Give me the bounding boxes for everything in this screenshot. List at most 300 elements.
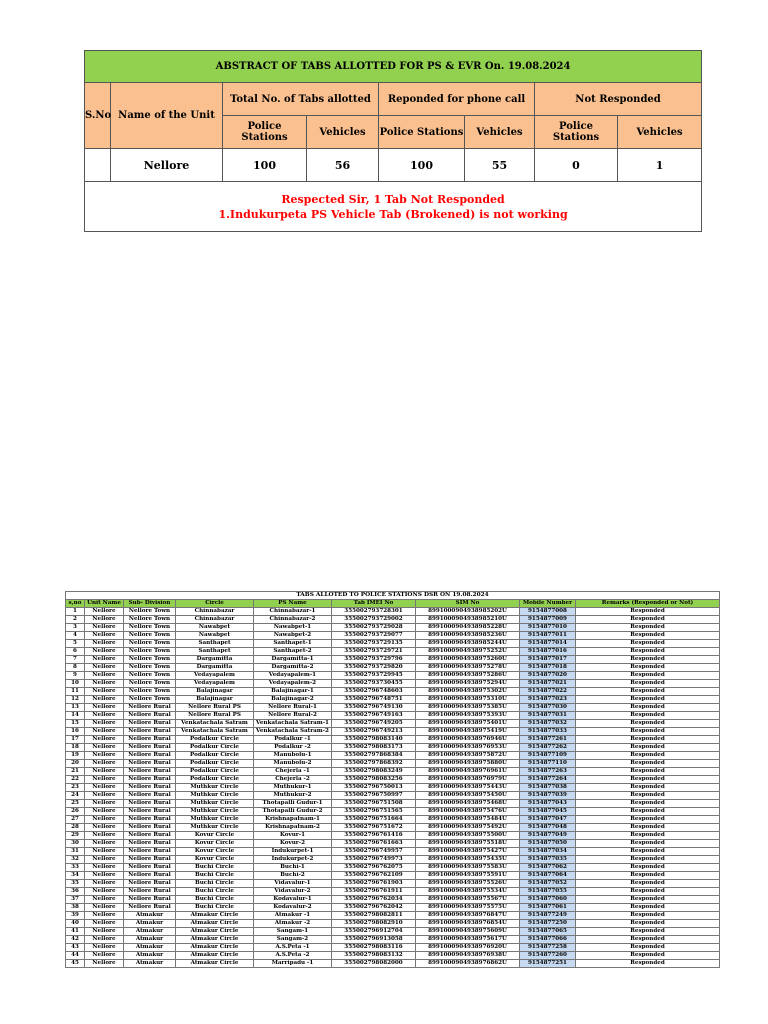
cell-sno: 14: [66, 712, 85, 720]
cell-unit-name: Nellore: [85, 960, 124, 968]
cell-sub-division: Nellore Town: [124, 664, 176, 672]
table-row: [66, 808, 720, 816]
cell-circle: Dargamitta: [176, 656, 254, 664]
cell-sub-division: Atmakur: [124, 928, 176, 936]
cell-remarks: Responded: [576, 624, 720, 632]
cell-tab-imei: 355002798082811: [332, 912, 416, 920]
cell-ps-name: Buchi-1: [254, 864, 332, 872]
cell-sno: 2: [66, 616, 85, 624]
cell-circle: Venkatachala Satram: [176, 728, 254, 736]
cell-sub-division: Nellore Rural: [124, 832, 176, 840]
cell-sno: 13: [66, 704, 85, 712]
cell-tab-imei: 355002793729135: [332, 640, 416, 648]
cell-mobile-number: 9154877250: [520, 920, 576, 928]
cell-unit-name: Nellore: [85, 704, 124, 712]
cell-sim-no: 8991000904938976854U: [416, 920, 520, 928]
cell-unit-name: Nellore: [85, 648, 124, 656]
cell-unit-name: Nellore: [85, 712, 124, 720]
cell-sub-division: Nellore Rural: [124, 848, 176, 856]
cell-ps-name: Indukurpet-1: [254, 848, 332, 856]
cell-unit-name: Nellore: [85, 744, 124, 752]
cell-sim-no: 8991000904938976946U: [416, 736, 520, 744]
header-total-tabs: Total No. of Tabs allotted: [223, 83, 379, 116]
cell-unit-name: Nellore: [85, 736, 124, 744]
cell-sub-division: Atmakur: [124, 936, 176, 944]
cell-tab-imei: 355002796750997: [332, 792, 416, 800]
cell-sno: 23: [66, 784, 85, 792]
cell-unit-name: Nellore: [85, 928, 124, 936]
header-not-responded-police-stations: Police Stations: [535, 116, 618, 149]
row-not-responded-vehicles: 1: [618, 149, 702, 182]
cell-ps-name: Santhapet-2: [254, 648, 332, 656]
cell-mobile-number: 9154877017: [520, 656, 576, 664]
cell-ps-name: Nawabpet-2: [254, 632, 332, 640]
cell-sno: 31: [66, 848, 85, 856]
cell-mobile-number: 9154877047: [520, 816, 576, 824]
cell-remarks: Responded: [576, 696, 720, 704]
cell-sim-no: 8991000904938985236U: [416, 632, 520, 640]
row-total-vehicles: 56: [307, 149, 379, 182]
cell-unit-name: Nellore: [85, 752, 124, 760]
cell-sno: 43: [66, 944, 85, 952]
cell-sno: 17: [66, 736, 85, 744]
cell-sub-division: Nellore Rural: [124, 760, 176, 768]
cell-sim-no: 8991000904938975302U: [416, 688, 520, 696]
cell-mobile-number: 9154877039: [520, 792, 576, 800]
cell-circle: Podalkur Circle: [176, 736, 254, 744]
cell-remarks: Responded: [576, 856, 720, 864]
cell-sim-no: 8991000904938976938U: [416, 952, 520, 960]
cell-sub-division: Nellore Rural: [124, 768, 176, 776]
cell-sno: 20: [66, 760, 85, 768]
cell-sub-division: Nellore Rural: [124, 744, 176, 752]
cell-tab-imei: 355002796749213: [332, 728, 416, 736]
table-row: [66, 720, 720, 728]
table-row: [66, 656, 720, 664]
table-row: [66, 696, 720, 704]
cell-sno: 41: [66, 928, 85, 936]
tabs-allotment-table: [65, 591, 720, 968]
cell-unit-name: Nellore: [85, 808, 124, 816]
cell-sno: 34: [66, 872, 85, 880]
cell-sub-division: Nellore Rural: [124, 816, 176, 824]
cell-sim-no: 8991000904938975583U: [416, 864, 520, 872]
cell-unit-name: Nellore: [85, 768, 124, 776]
cell-sim-no: 8991000904938975617U: [416, 936, 520, 944]
cell-mobile-number: 9154877038: [520, 784, 576, 792]
cell-sno: 27: [66, 816, 85, 824]
cell-mobile-number: 9154877011: [520, 632, 576, 640]
cell-mobile-number: 9154877064: [520, 872, 576, 880]
cell-sub-division: Nellore Rural: [124, 904, 176, 912]
cell-circle: Atmakur Circle: [176, 912, 254, 920]
cell-ps-name: Balajinagar-1: [254, 688, 332, 696]
cell-remarks: Responded: [576, 720, 720, 728]
cell-mobile-number: 9154877032: [520, 720, 576, 728]
cell-sim-no: 8991000904938975609U: [416, 928, 520, 936]
cell-tab-imei: 355002796751508: [332, 800, 416, 808]
cell-remarks: Responded: [576, 664, 720, 672]
cell-ps-name: Buchi-2: [254, 872, 332, 880]
cell-remarks: Responded: [576, 936, 720, 944]
cell-sim-no: 8991000904938975435U: [416, 856, 520, 864]
cell-sim-no: 8991000904938985244U: [416, 640, 520, 648]
cell-tab-imei: 355002796749973: [332, 856, 416, 864]
cell-unit-name: Nellore: [85, 944, 124, 952]
cell-unit-name: Nellore: [85, 608, 124, 616]
cell-mobile-number: 9154877061: [520, 904, 576, 912]
cell-remarks: Responded: [576, 872, 720, 880]
cell-unit-name: Nellore: [85, 664, 124, 672]
cell-circle: Podalkur Circle: [176, 752, 254, 760]
cell-sno: 42: [66, 936, 85, 944]
cell-ps-name: Atmakur -1: [254, 912, 332, 920]
cell-tab-imei: 355002798083173: [332, 744, 416, 752]
cell-sno: 24: [66, 792, 85, 800]
cell-remarks: Responded: [576, 632, 720, 640]
cell-sim-no: 8991000904938985202U: [416, 608, 520, 616]
cell-remarks: Responded: [576, 816, 720, 824]
cell-remarks: Responded: [576, 672, 720, 680]
table-row: [66, 952, 720, 960]
cell-ps-name: Vidavalur-2: [254, 888, 332, 896]
cell-ps-name: Nellore Rural-1: [254, 704, 332, 712]
header-sno: S.No: [85, 83, 111, 149]
cell-unit-name: Nellore: [85, 824, 124, 832]
cell-unit-name: Nellore: [85, 864, 124, 872]
table-row: [66, 744, 720, 752]
header-total-police-stations: Police Stations: [223, 116, 307, 149]
cell-unit-name: Nellore: [85, 904, 124, 912]
cell-sub-division: Nellore Town: [124, 624, 176, 632]
cell-ps-name: Vidavalur-1: [254, 880, 332, 888]
cell-circle: Buchi Circle: [176, 896, 254, 904]
cell-sim-no: 8991000904938975278U: [416, 664, 520, 672]
cell-mobile-number: 9154877263: [520, 768, 576, 776]
cell-unit-name: Nellore: [85, 896, 124, 904]
cell-sub-division: Nellore Rural: [124, 752, 176, 760]
table-row: [66, 944, 720, 952]
cell-sim-no: 8991000904938976961U: [416, 768, 520, 776]
cell-sub-division: Nellore Rural: [124, 888, 176, 896]
cell-remarks: Responded: [576, 648, 720, 656]
cell-ps-name: Kovur-2: [254, 840, 332, 848]
cell-sub-division: Atmakur: [124, 952, 176, 960]
cell-sno: 33: [66, 864, 85, 872]
cell-sub-division: Nellore Rural: [124, 880, 176, 888]
cell-sub-division: Atmakur: [124, 960, 176, 968]
cell-tab-imei: 355002798082000: [332, 960, 416, 968]
cell-mobile-number: 9154877020: [520, 672, 576, 680]
cell-mobile-number: 9154877023: [520, 696, 576, 704]
cell-unit-name: Nellore: [85, 832, 124, 840]
table-row: [66, 920, 720, 928]
cell-remarks: Responded: [576, 640, 720, 648]
row-responded-police-stations: 100: [379, 149, 465, 182]
table-row: [66, 776, 720, 784]
cell-sub-division: Nellore Rural: [124, 800, 176, 808]
header-unit-name: Name of the Unit: [111, 83, 223, 149]
cell-mobile-number: 9154877249: [520, 912, 576, 920]
cell-ps-name: Kodavalur-2: [254, 904, 332, 912]
cell-sno: 9: [66, 672, 85, 680]
cell-sub-division: Nellore Town: [124, 640, 176, 648]
cell-mobile-number: 9154877055: [520, 888, 576, 896]
cell-mobile-number: 9154877260: [520, 952, 576, 960]
cell-sub-division: Nellore Rural: [124, 896, 176, 904]
cell-remarks: Responded: [576, 760, 720, 768]
table-row: [66, 616, 720, 624]
cell-sim-no: 8991000904938976979U: [416, 776, 520, 784]
cell-ps-name: A.S.Peta -2: [254, 952, 332, 960]
table-row: [66, 688, 720, 696]
cell-mobile-number: 9154877110: [520, 760, 576, 768]
cell-sub-division: Nellore Town: [124, 656, 176, 664]
cell-tab-imei: 355002796751664: [332, 816, 416, 824]
cell-remarks: Responded: [576, 776, 720, 784]
cell-unit-name: Nellore: [85, 760, 124, 768]
table-row: [66, 832, 720, 840]
cell-ps-name: Chinnabazar-2: [254, 616, 332, 624]
row-unit-name: Nellore: [111, 149, 223, 182]
cell-sim-no: 8991000904938975427U: [416, 848, 520, 856]
cell-remarks: Responded: [576, 752, 720, 760]
cell-remarks: Responded: [576, 920, 720, 928]
cell-sim-no: 8991000904938975294U: [416, 680, 520, 688]
table-row: [66, 680, 720, 688]
cell-tab-imei: 355002796761903: [332, 880, 416, 888]
cell-sim-no: 8991000904938975260U: [416, 656, 520, 664]
cell-tab-imei: 355002798082910: [332, 920, 416, 928]
row-responded-vehicles: 55: [465, 149, 535, 182]
cell-ps-name: Muthukur-1: [254, 784, 332, 792]
cell-ps-name: Sangam-1: [254, 928, 332, 936]
cell-tab-imei: 355002798083140: [332, 736, 416, 744]
cell-unit-name: Nellore: [85, 936, 124, 944]
table-row: [66, 864, 720, 872]
cell-tab-imei: 355002798083132: [332, 952, 416, 960]
cell-remarks: Responded: [576, 608, 720, 616]
cell-circle: Balajinagar: [176, 688, 254, 696]
cell-sno: 22: [66, 776, 85, 784]
table-row: [66, 728, 720, 736]
cell-tab-imei: 355002796749163: [332, 712, 416, 720]
cell-tab-imei: 355002796762042: [332, 904, 416, 912]
cell-mobile-number: 9154877264: [520, 776, 576, 784]
cell-sno: 35: [66, 880, 85, 888]
table-row: [66, 896, 720, 904]
cell-unit-name: Nellore: [85, 840, 124, 848]
cell-tab-imei: 355002796761416: [332, 832, 416, 840]
cell-ps-name: Thotapalli Gudur-1: [254, 800, 332, 808]
cell-sno: 30: [66, 840, 85, 848]
table-row: [66, 760, 720, 768]
cell-sno: 11: [66, 688, 85, 696]
cell-circle: Muthkur Circle: [176, 824, 254, 832]
table-row: [66, 664, 720, 672]
cell-ps-name: Vedayapalem-2: [254, 680, 332, 688]
cell-sim-no: 8991000904938975252U: [416, 648, 520, 656]
allotment-header-row: [66, 600, 720, 608]
allotment-body: [66, 608, 720, 968]
cell-sim-no: 8991000904938975286U: [416, 672, 520, 680]
table-row: [66, 608, 720, 616]
cell-mobile-number: 9154877034: [520, 848, 576, 856]
cell-unit-name: Nellore: [85, 696, 124, 704]
cell-circle: Vedayapalem: [176, 672, 254, 680]
cell-sim-no: 8991000904938975526U: [416, 880, 520, 888]
cell-sno: 12: [66, 696, 85, 704]
cell-sno: 4: [66, 632, 85, 640]
cell-circle: Muthkur Circle: [176, 816, 254, 824]
cell-unit-name: Nellore: [85, 672, 124, 680]
cell-sno: 38: [66, 904, 85, 912]
cell-sno: 28: [66, 824, 85, 832]
cell-sub-division: Nellore Rural: [124, 856, 176, 864]
cell-remarks: Responded: [576, 728, 720, 736]
cell-unit-name: Nellore: [85, 632, 124, 640]
cell-remarks: Responded: [576, 848, 720, 856]
cell-sub-division: Nellore Town: [124, 648, 176, 656]
cell-ps-name: Manubolu-2: [254, 760, 332, 768]
cell-sno: 7: [66, 656, 85, 664]
cell-sim-no: 8991000904938975310U: [416, 696, 520, 704]
cell-sim-no: 8991000904938975492U: [416, 824, 520, 832]
cell-sno: 5: [66, 640, 85, 648]
header-responded-vehicles: Vehicles: [465, 116, 535, 149]
cell-remarks: Responded: [576, 912, 720, 920]
cell-circle: Muthkur Circle: [176, 792, 254, 800]
cell-sim-no: 8991000904938975401U: [416, 720, 520, 728]
cell-circle: Atmakur Circle: [176, 960, 254, 968]
cell-sim-no: 8991000904938976920U: [416, 944, 520, 952]
cell-remarks: Responded: [576, 896, 720, 904]
cell-remarks: Responded: [576, 880, 720, 888]
cell-mobile-number: 9154877048: [520, 824, 576, 832]
cell-sub-division: Nellore Town: [124, 608, 176, 616]
cell-tab-imei: 355002796748603: [332, 688, 416, 696]
row-not-responded-police-stations: 0: [535, 149, 618, 182]
cell-remarks: Responded: [576, 688, 720, 696]
cell-circle: Buchi Circle: [176, 872, 254, 880]
cell-tab-imei: 355002796761663: [332, 840, 416, 848]
cell-unit-name: Nellore: [85, 888, 124, 896]
cell-sim-no: 8991000904938975567U: [416, 896, 520, 904]
cell-tab-imei: 355002796762109: [332, 872, 416, 880]
cell-tab-imei: 355002793729945: [332, 672, 416, 680]
cell-mobile-number: 9154877261: [520, 736, 576, 744]
status-message-line-1: Respected Sir, 1 Tab Not Responded: [281, 192, 505, 206]
cell-unit-name: Nellore: [85, 688, 124, 696]
cell-tab-imei: 355002797868392: [332, 760, 416, 768]
header-not-responded-vehicles: Vehicles: [618, 116, 702, 149]
cell-tab-imei: 355002796912704: [332, 928, 416, 936]
cell-tab-imei: 355002793729820: [332, 664, 416, 672]
cell-tab-imei: 355002793729721: [332, 648, 416, 656]
cell-sno: 19: [66, 752, 85, 760]
cell-remarks: Responded: [576, 656, 720, 664]
cell-tab-imei: 355002798083256: [332, 776, 416, 784]
cell-sno: 40: [66, 920, 85, 928]
table-row: [66, 816, 720, 824]
cell-sub-division: Nellore Rural: [124, 728, 176, 736]
cell-sim-no: 8991000904938975385U: [416, 704, 520, 712]
row-total-police-stations: 100: [223, 149, 307, 182]
cell-tab-imei: 355002796748751: [332, 696, 416, 704]
cell-circle: Balajinagar: [176, 696, 254, 704]
cell-mobile-number: 9154877016: [520, 648, 576, 656]
cell-remarks: Responded: [576, 744, 720, 752]
cell-unit-name: Nellore: [85, 680, 124, 688]
cell-mobile-number: 9154877030: [520, 704, 576, 712]
table-row: [66, 872, 720, 880]
cell-remarks: Responded: [576, 888, 720, 896]
cell-mobile-number: 9154877022: [520, 688, 576, 696]
cell-mobile-number: 9154877065: [520, 928, 576, 936]
cell-circle: Nellore Rural PS: [176, 712, 254, 720]
cell-remarks: Responded: [576, 704, 720, 712]
cell-tab-imei: 355002793729028: [332, 624, 416, 632]
cell-ps-name: Dargamitta-2: [254, 664, 332, 672]
cell-sim-no: 8991000904938985210U: [416, 616, 520, 624]
header-responded: Reponded for phone call: [379, 83, 535, 116]
cell-sno: 10: [66, 680, 85, 688]
cell-unit-name: Nellore: [85, 848, 124, 856]
cell-circle: Atmakur Circle: [176, 936, 254, 944]
cell-sub-division: Nellore Rural: [124, 720, 176, 728]
cell-mobile-number: 9154877014: [520, 640, 576, 648]
cell-circle: Atmakur Circle: [176, 944, 254, 952]
cell-circle: Atmakur Circle: [176, 920, 254, 928]
cell-tab-imei: 355002793729077: [332, 632, 416, 640]
table-row: [66, 752, 720, 760]
cell-circle: Muthkur Circle: [176, 808, 254, 816]
cell-unit-name: Nellore: [85, 720, 124, 728]
cell-tab-imei: 355002796751672: [332, 824, 416, 832]
cell-sim-no: 8991000904938976862U: [416, 960, 520, 968]
cell-remarks: Responded: [576, 712, 720, 720]
cell-circle: Kovur Circle: [176, 832, 254, 840]
cell-sim-no: 8991000904938975450U: [416, 792, 520, 800]
cell-ps-name: Podalkur -2: [254, 744, 332, 752]
cell-ps-name: Atmakur -2: [254, 920, 332, 928]
cell-sno: 8: [66, 664, 85, 672]
cell-tab-imei: 355002796749957: [332, 848, 416, 856]
table-row: [66, 960, 720, 968]
table-row: [66, 632, 720, 640]
cell-sub-division: Nellore Town: [124, 680, 176, 688]
cell-remarks: Responded: [576, 944, 720, 952]
cell-remarks: Responded: [576, 832, 720, 840]
header-not-responded: Not Responded: [535, 83, 702, 116]
cell-sub-division: Nellore Town: [124, 672, 176, 680]
cell-sno: 15: [66, 720, 85, 728]
cell-unit-name: Nellore: [85, 952, 124, 960]
cell-ps-name: Chejerla -2: [254, 776, 332, 784]
cell-circle: Muthkur Circle: [176, 784, 254, 792]
cell-sim-no: 8991000904938975443U: [416, 784, 520, 792]
cell-mobile-number: 9154877031: [520, 712, 576, 720]
cell-remarks: Responded: [576, 840, 720, 848]
table-row: [66, 736, 720, 744]
column-header-sno: s,no: [66, 600, 85, 608]
cell-circle: Nawabpet: [176, 624, 254, 632]
table-row: [66, 704, 720, 712]
cell-ps-name: Krishnapatnam-1: [254, 816, 332, 824]
cell-tab-imei: 355002796762075: [332, 864, 416, 872]
cell-remarks: Responded: [576, 824, 720, 832]
cell-ps-name: Balajinagar-2: [254, 696, 332, 704]
